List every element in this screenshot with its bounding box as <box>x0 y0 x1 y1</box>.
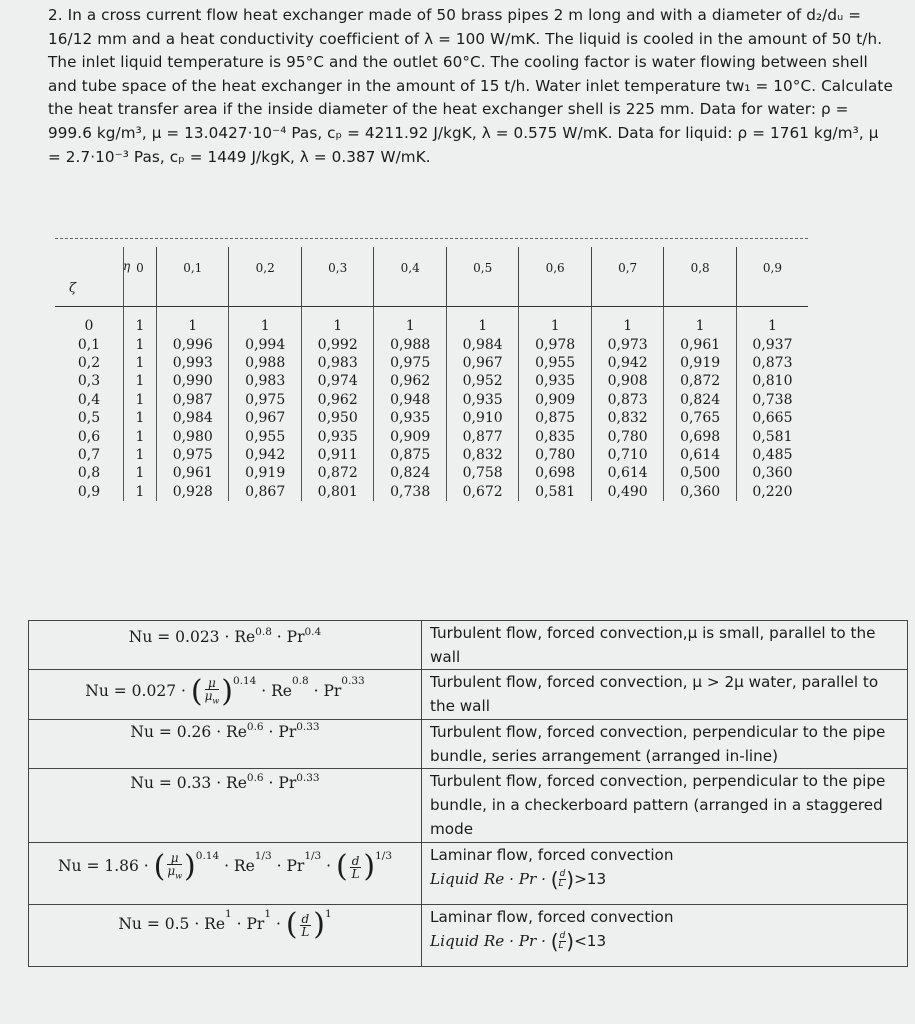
nusselt-row <box>29 621 908 670</box>
factor-cell: 1 <box>519 307 591 336</box>
factor-cell: 0,996 <box>157 335 229 353</box>
factor-cell: 0,780 <box>591 427 663 445</box>
factor-header-row <box>55 247 808 307</box>
factor-cell: 1 <box>124 354 157 372</box>
column-header: 0,4 <box>374 247 446 307</box>
factor-cell: 0,993 <box>157 354 229 372</box>
factor-cell: 0,873 <box>752 354 793 371</box>
factor-cell: 0,614 <box>591 464 663 482</box>
factor-cell: 0,832 <box>591 409 663 427</box>
factor-cell: 1 <box>157 307 229 336</box>
factor-cell: 0,810 <box>752 373 793 390</box>
zeta-value: 0,7 <box>77 446 101 463</box>
nusselt-row <box>29 905 908 967</box>
nusselt-description: Turbulent flow, forced convection, perpendicular to the pipe bundle, series arrangement (arranged in-line) <box>422 720 908 769</box>
nusselt-formula-3: $Nu = 0.26 \cdot Re^{0.6} \cdot Pr^{0.33}$ <box>29 720 422 769</box>
factor-cell: 0,220 <box>752 483 793 500</box>
regime-label: Laminar flow, forced convection <box>430 846 674 864</box>
factor-cell: 1 <box>664 307 736 336</box>
factor-cell: 1 <box>374 307 446 336</box>
factor-cell: 0,780 <box>519 446 591 464</box>
nusselt-formula-6: $Nu = 0.5 \cdot Re^1 \cdot Pr^1$ · ( $\frac{d}{L}$ )$^1$ <box>29 905 422 967</box>
nusselt-formula-1: $Nu = 0.023 \cdot Re^{0.8} \cdot Pr^{0.4}$ <box>29 621 422 670</box>
factor-cell: 0,955 <box>229 427 301 445</box>
factor-cell: 0,872 <box>664 372 736 390</box>
factor-cell: 0,919 <box>664 354 736 372</box>
factor-cell: 0,665 <box>752 410 793 427</box>
condition-value: >13 <box>574 870 607 888</box>
factor-row <box>55 464 808 482</box>
condition-value: <13 <box>574 932 607 950</box>
column-header: 0,6 <box>519 247 591 307</box>
problem-text: 2. In a cross current flow heat exchanger made of 50 brass pipes 2 m long and with a diameter of d₂/dᵤ = 16/12 mm and a heat conductivity coefficient of λ = 100 W/mK. The liquid is cooled in the amount of 50 t/h. The inlet liquid temperature is 95°C and the outlet 60°C. The cooling factor is water flowing between shell and tube space of the heat exchanger in the amount of 15 t/h. Water inlet temperature tᴡ₁ = 10°C. Calculate the heat transfer area if the inside diameter of the heat exchanger shell is 225 mm. Data for water: ρ = 999.6 kg/m³, μ = 13.0427·10⁻⁴ Pas, cₚ = 4211.92 J/kgK, λ = 0.575 W/mK. Data for liquid: ρ = 1761 kg/m³, μ = 2.7·10⁻³ Pas, cₚ = 1449 J/kgK, λ = 0.387 W/mK. <box>48 6 893 166</box>
column-header: 0,9 <box>762 261 782 275</box>
factor-cell: 0,975 <box>157 446 229 464</box>
zeta-value: 0,2 <box>77 354 101 371</box>
nusselt-row <box>29 769 908 843</box>
factor-row <box>55 307 808 336</box>
factor-cell: 1 <box>124 391 157 409</box>
column-header: 0,2 <box>229 247 301 307</box>
factor-cell: 0,908 <box>591 372 663 390</box>
eta-symbol: η <box>123 259 131 273</box>
factor-cell: 0,935 <box>374 409 446 427</box>
nusselt-row <box>29 843 908 905</box>
factor-cell: 1 <box>124 464 157 482</box>
factor-cell: 0,835 <box>519 427 591 445</box>
factor-cell: 0,942 <box>591 354 663 372</box>
problem-statement <box>48 4 893 169</box>
factor-cell: 0,824 <box>664 391 736 409</box>
column-header: 0,1 <box>157 247 229 307</box>
factor-cell: 0,919 <box>229 464 301 482</box>
factor-cell: 0,937 <box>752 336 793 353</box>
nusselt-description <box>422 843 908 905</box>
correction-factor-table <box>55 238 808 539</box>
factor-row <box>55 354 808 372</box>
factor-cell: 0,962 <box>374 372 446 390</box>
factor-row <box>55 483 808 501</box>
zeta-symbol: ζ <box>69 281 77 296</box>
factor-row <box>55 372 808 390</box>
factor-cell: 0,978 <box>519 335 591 353</box>
factor-cell: 0,990 <box>157 372 229 390</box>
factor-cell: 0,983 <box>301 354 373 372</box>
factor-cell: 0,928 <box>157 483 229 501</box>
factor-cell: 0,962 <box>301 391 373 409</box>
column-header: 0 <box>124 247 157 307</box>
factor-row <box>55 427 808 445</box>
factor-row <box>55 335 808 353</box>
zeta-value: 0 <box>84 318 94 335</box>
factor-cell: 0,994 <box>229 335 301 353</box>
factor-cell: 0,877 <box>446 427 518 445</box>
factor-cell: 0,698 <box>664 427 736 445</box>
factor-cell: 0,672 <box>446 483 518 501</box>
factor-row <box>55 409 808 427</box>
factor-cell: 0,952 <box>446 372 518 390</box>
regime-condition: Liquid Re · Pr · ( $\frac{d}{L}$ )<13 <box>430 929 607 954</box>
factor-cell: 0,935 <box>446 391 518 409</box>
regime-condition: Liquid Re · Pr · ( $\frac{d}{L}$ )>13 <box>430 867 607 892</box>
factor-cell: 0,824 <box>374 464 446 482</box>
nusselt-formula-2: Nu = 0.027 · ( $\frac{\mu}{\mu_w}$ )$^{0.14} \cdot Re^{0.8} \cdot Pr^{0.33}$ <box>29 670 422 720</box>
factor-row <box>55 446 808 464</box>
factor-cell: 0,832 <box>446 446 518 464</box>
factor-cell: 0,581 <box>752 428 793 445</box>
zeta-value: 0,1 <box>77 336 101 353</box>
factor-cell: 0,967 <box>229 409 301 427</box>
factor-cell: 0,873 <box>591 391 663 409</box>
factor-cell: 0,961 <box>664 335 736 353</box>
factor-cell: 0,975 <box>229 391 301 409</box>
factor-cell: 0,967 <box>446 354 518 372</box>
factor-cell: 1 <box>446 307 518 336</box>
factor-cell: 0,980 <box>157 427 229 445</box>
factor-cell: 0,935 <box>301 427 373 445</box>
factor-cell: 0,765 <box>664 409 736 427</box>
zeta-value: 0,6 <box>77 428 101 445</box>
factor-cell: 1 <box>767 318 777 335</box>
factor-cell: 0,867 <box>229 483 301 501</box>
factor-cell: 0,935 <box>519 372 591 390</box>
factor-cell: 1 <box>124 335 157 353</box>
column-header: 0,3 <box>301 247 373 307</box>
column-header: 0,7 <box>591 247 663 307</box>
nusselt-row <box>29 670 908 720</box>
factor-cell: 0,975 <box>374 354 446 372</box>
factor-cell: 0,698 <box>519 464 591 482</box>
factor-cell: 0,581 <box>519 483 591 501</box>
factor-cell: 0,910 <box>446 409 518 427</box>
factor-cell: 0,950 <box>301 409 373 427</box>
nusselt-formula-4: $Nu = 0.33 \cdot Re^{0.6} \cdot Pr^{0.33}$ <box>29 769 422 843</box>
factor-cell: 0,983 <box>229 372 301 390</box>
factor-cell: 0,909 <box>519 391 591 409</box>
factor-cell: 1 <box>229 307 301 336</box>
factor-row <box>55 391 808 409</box>
zeta-value: 0,5 <box>77 410 101 427</box>
factor-cell: 1 <box>301 307 373 336</box>
factor-cell: 0,485 <box>752 446 793 463</box>
factor-cell: 0,987 <box>157 391 229 409</box>
factor-cell: 1 <box>124 446 157 464</box>
factor-cell: 0,360 <box>664 483 736 501</box>
factor-cell: 0,955 <box>519 354 591 372</box>
nusselt-description: Turbulent flow, forced convection,μ is small, parallel to the wall <box>422 621 908 670</box>
factor-cell: 0,961 <box>157 464 229 482</box>
nusselt-formula-5: Nu = 1.86 · ( $\frac{\mu}{\mu_w}$ )$^{0.14} \cdot Re^{1/3} \cdot Pr^{1/3}$ · ( $\frac{d}{L}$ )$^{1/3}$ <box>29 843 422 905</box>
factor-cell: 0,974 <box>301 372 373 390</box>
factor-cell: 0,738 <box>374 483 446 501</box>
factor-cell: 0,872 <box>301 464 373 482</box>
factor-cell: 0,360 <box>752 465 793 482</box>
factor-cell: 1 <box>124 307 157 336</box>
factor-cell: 0,984 <box>157 409 229 427</box>
factor-cell: 0,984 <box>446 335 518 353</box>
nusselt-description <box>422 905 908 967</box>
factor-cell: 0,909 <box>374 427 446 445</box>
factor-cell: 1 <box>124 372 157 390</box>
factor-cell: 0,758 <box>446 464 518 482</box>
factor-cell: 0,988 <box>374 335 446 353</box>
factor-cell: 1 <box>124 409 157 427</box>
factor-cell: 0,875 <box>374 446 446 464</box>
factor-cell: 0,911 <box>301 446 373 464</box>
factor-cell: 0,500 <box>664 464 736 482</box>
factor-cell: 0,614 <box>664 446 736 464</box>
factor-cell: 1 <box>591 307 663 336</box>
column-header: 0,5 <box>446 247 518 307</box>
nusselt-description: Turbulent flow, forced convection, perpendicular to the pipe bundle, in a checkerboard pattern (arranged in a staggered mode <box>422 769 908 843</box>
condition-prefix: Liquid Re · Pr · <box>430 932 546 950</box>
factor-cell: 1 <box>124 427 157 445</box>
zeta-value: 0,8 <box>77 465 101 482</box>
column-header: 0,8 <box>664 247 736 307</box>
regime-label: Laminar flow, forced convection <box>430 908 674 926</box>
condition-prefix: Liquid Re · Pr · <box>430 870 546 888</box>
zeta-value: 0,3 <box>77 373 101 390</box>
table-corner <box>55 247 131 307</box>
factor-cell: 0,948 <box>374 391 446 409</box>
factor-cell: 0,988 <box>229 354 301 372</box>
factor-cell: 1 <box>124 483 157 501</box>
zeta-value: 0,4 <box>77 391 101 408</box>
factor-cell: 0,875 <box>519 409 591 427</box>
factor-cell: 0,710 <box>591 446 663 464</box>
factor-cell: 0,801 <box>301 483 373 501</box>
factor-cell: 0,490 <box>591 483 663 501</box>
nusselt-table <box>28 620 908 967</box>
factor-cell: 0,973 <box>591 335 663 353</box>
factor-cell: 0,942 <box>229 446 301 464</box>
nusselt-row <box>29 720 908 769</box>
zeta-value: 0,9 <box>77 483 101 500</box>
factor-grid <box>55 247 808 501</box>
factor-cell: 0,992 <box>301 335 373 353</box>
nusselt-description: Turbulent flow, forced convection, μ > 2μ water, parallel to the wall <box>422 670 908 720</box>
factor-cell: 0,738 <box>752 391 793 408</box>
